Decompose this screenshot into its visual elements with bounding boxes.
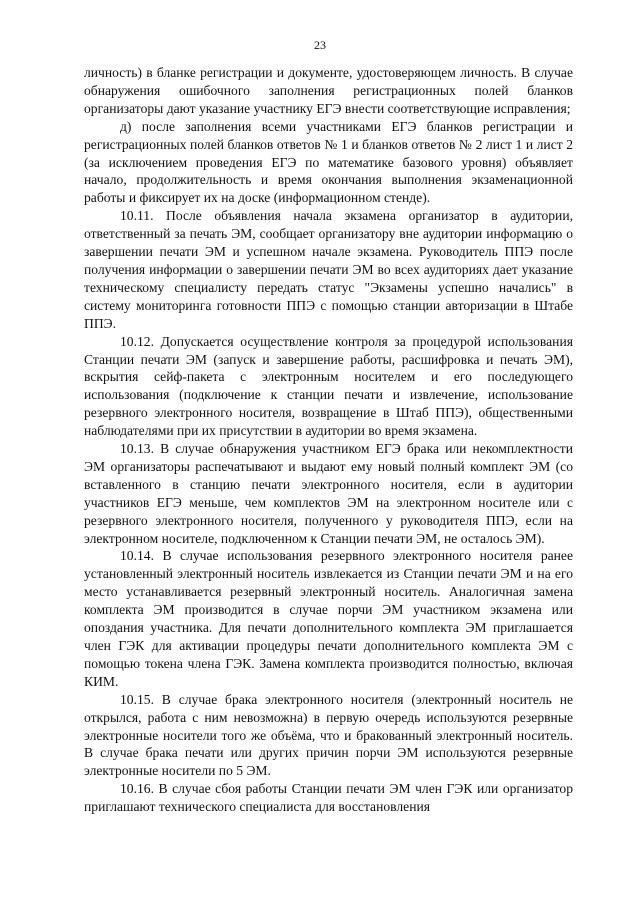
paragraph-10-15: 10.15. В случае брака электронного носителя (электронный носитель не открылся, работа с ним невозможна) в первую очередь используются резервные электронные носители того же объёма, что и бракованный электронный носитель. В случае брака печати или других причин порчи ЭМ используются резервные электронные носители по 5 ЭМ. (84, 691, 573, 779)
paragraph-10-13: 10.13. В случае обнаружения участником ЕГЭ брака или некомплектности ЭМ организаторы распечатывают и выдают ему новый полный комплект ЭМ (со вставленного в станцию печати электронного носителя, если в аудитории участников ЕГЭ меньше, чем комплектов ЭМ на электронном носителе или с резервного электронного носителя, полученного у руководителя ППЭ, если на электронном носителе, подключенном к Станции печати ЭМ, не осталось ЭМ). (84, 441, 573, 546)
paragraph-continuation: личность) в бланке регистрации и документе, удостоверяющем личность. В случае обнаружения ошибочного заполнения регистрационных полей бланков организаторы дают указание участнику ЕГЭ внести соответствующие исправления; (84, 65, 573, 116)
paragraph-item-d: д) после заполнения всеми участниками ЕГЭ бланков регистрации и регистрационных полей бланков ответов № 1 и бланков ответов № 2 лист 1 и лист 2 (за исключением проведения ЕГЭ по математике базового уровня) объявляет начало, продолжительность и время окончания выполнения экзаменационной работы и фиксирует их на доске (информационном стенде). (84, 118, 573, 206)
paragraph-10-16: 10.16. В случае сбоя работы Станции печати ЭМ член ГЭК или организатор приглашают технического специалиста для восстановления (84, 781, 573, 815)
paragraph-10-11: 10.11. После объявления начала экзамена организатор в аудитории, ответственный за печать ЭМ, сообщает организатору вне аудитории информацию о завершении печати ЭМ и успешном начале экзамена. Руководитель ППЭ после получения информации о завершении печати ЭМ во всех аудиториях дает указание техническому специалисту передать статус "Экзамены успешно начались" в систему мониторинга готовности ППЭ с помощью станции авторизации в Штабе ППЭ. (84, 208, 573, 331)
page-number: 23 (314, 38, 326, 52)
paragraph-10-14: 10.14. В случае использования резервного электронного носителя ранее установленный электронный носитель извлекается из Станции печати ЭМ и на его место устанавливается резервный электронный носитель. Аналогичная замена комплекта ЭМ производится в случае порчи ЭМ участником экзамена или опоздания участника. Для печати дополнительного комплекта ЭМ приглашается член ГЭК для активации процедуры печати дополнительного комплекта ЭМ с помощью токена члена ГЭК. Замена комплекта производится полностью, включая КИМ. (84, 548, 573, 689)
body-text (84, 64, 573, 816)
paragraph-10-12: 10.12. Допускается осуществление контроля за процедурой использования Станции печати ЭМ (запуск и завершение работы, расшифровка и печать ЭМ), вскрытия сейф-пакета с электронным носителем и его последующего использования (подключение к станции печати и извлечение, использование резервного электронного носителя, возвращение в Штаб ППЭ), общественными наблюдателями при их присутствии в аудитории во время экзамена. (84, 333, 573, 439)
